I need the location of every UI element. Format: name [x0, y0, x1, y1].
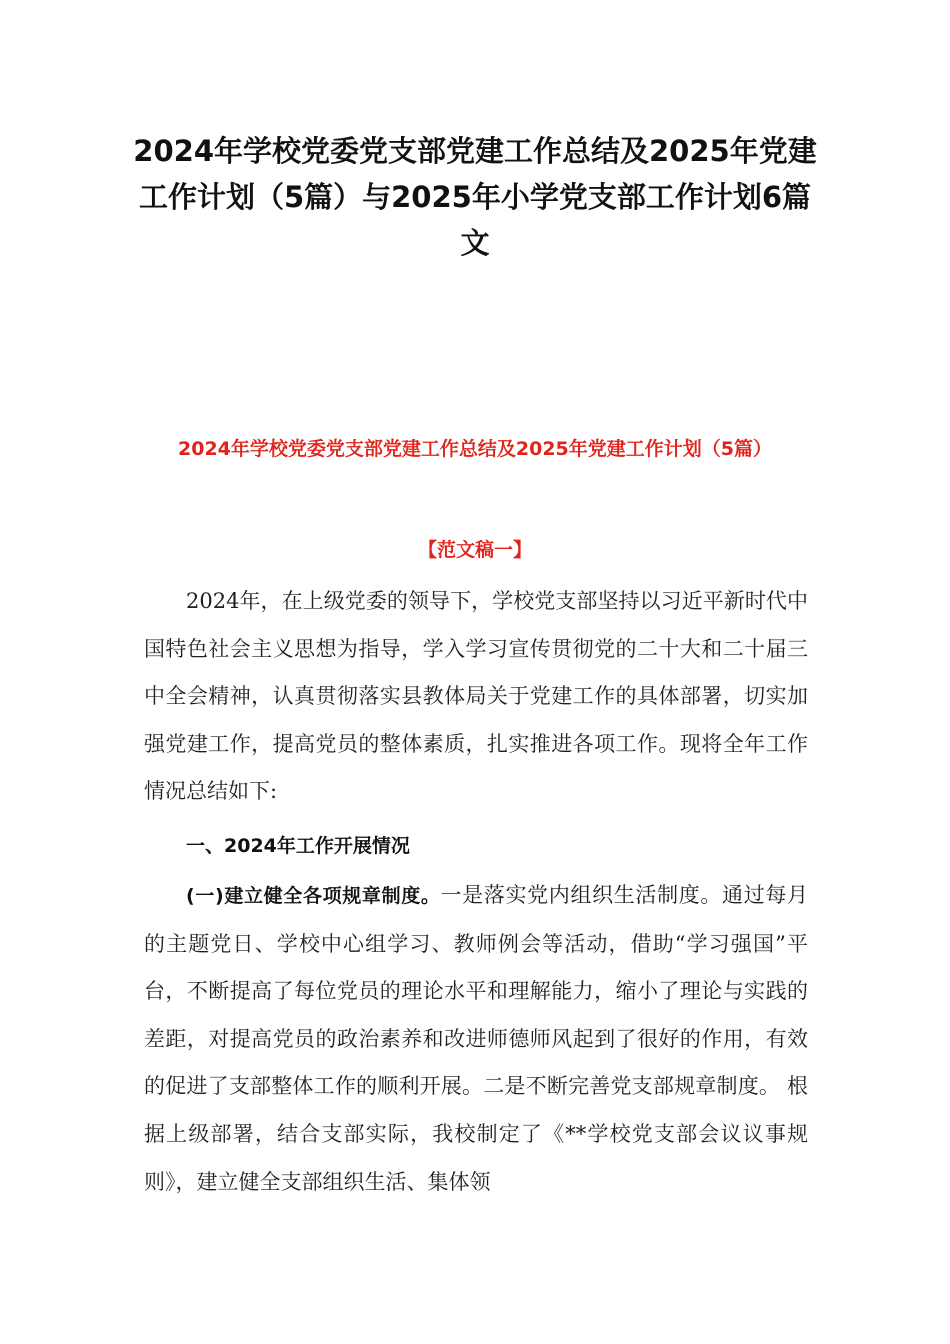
draft-label: 【范文稿一】 [417, 539, 532, 561]
document-main-title: 2024年学校党委党支部党建工作总结及2025年党建工作计划（5篇）与2025年小学党支部工作计划6篇文 [133, 134, 817, 260]
paragraph-intro: 2024年，在上级党委的领导下，学校党支部坚持以习近平新时代中国特色社会主义思想为指导，学入学习宣传贯彻党的二十大和二十届三中全会精神，认真贯彻落实县教体局关于党建工作的具体部署，切实加强党建工作，提高党员的整体素质，扎实推进各项工作。现将全年工作情况总结如下: [144, 589, 808, 804]
document-sub-title: 2024年学校党委党支部党建工作总结及2025年党建工作计划（5篇） [178, 438, 772, 460]
paragraph-section-1 [144, 872, 808, 1206]
paragraph-bold-lead: (一)建立健全各项规章制度。 [186, 885, 441, 907]
section-heading-1: 一、2024年工作开展情况 [186, 835, 410, 857]
paragraph-section-1-text: 一是落实党内组织生活制度。通过每月的主题党日、学校中心组学习、教师例会等活动，借助“学习强国”平台，不断提高了每位党员的理论水平和理解能力，缩小了理论与实践的差距，对提高党员的政治素养和改进师德师风起到了很好的作用，有效的促进了支部整体工作的顺利开展。二是不断完善党支部规章制度。 根据上级部署，结合支部实际，我校制定了《**学校党支部会议议事规则》，建立健全支部组织生活、集体领 [144, 883, 808, 1194]
